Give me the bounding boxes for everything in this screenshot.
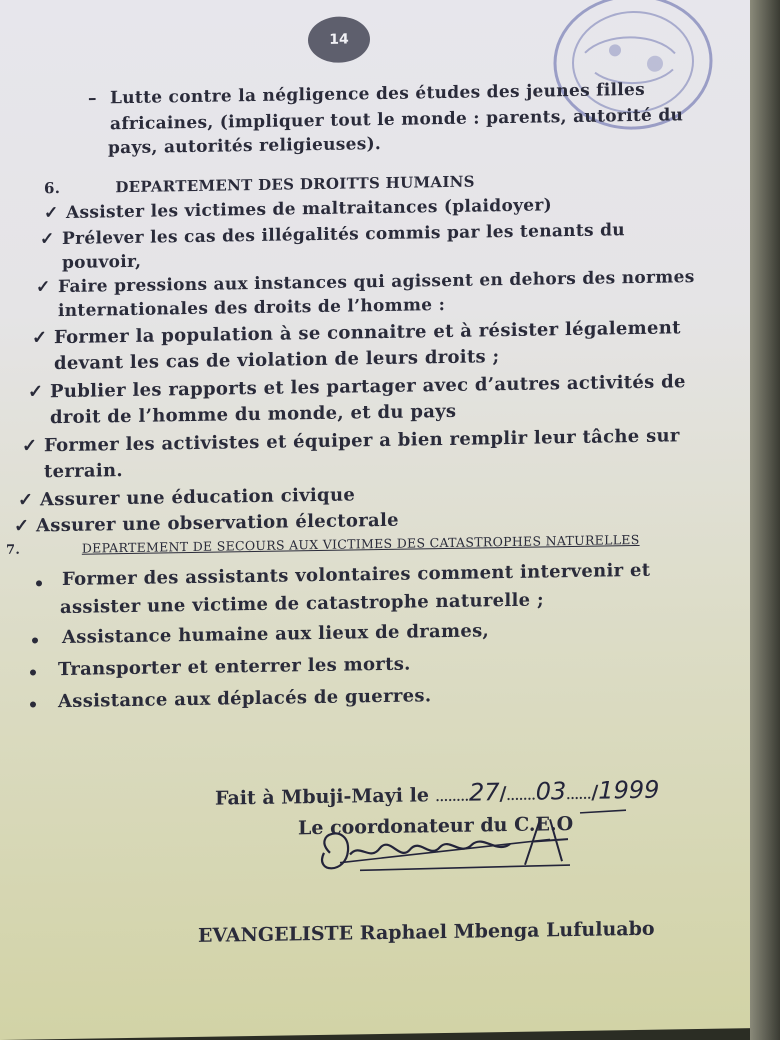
s7-item: Assistance aux déplacés de guerres.	[58, 685, 432, 713]
page-number: 14	[308, 16, 370, 63]
date-dots: .......	[506, 788, 536, 804]
s6-item	[22, 425, 680, 456]
check-icon: ✓	[28, 381, 44, 403]
s6-item-continued: droit de l’homme du monde, et du pays	[50, 400, 457, 429]
date-separator: /	[499, 783, 507, 806]
s6-item-continued: internationales des droits de l’homme :	[58, 295, 446, 322]
intro-line-3: pays, autorités religieuses).	[108, 134, 382, 159]
s7-item-continued: assister une victime de catastrophe naturelle ;	[60, 589, 544, 619]
page-edge-shadow	[750, 0, 780, 1040]
s6-item	[18, 484, 355, 510]
s6-text: Publier les rapports et les partager avec d’autres activités de	[50, 371, 686, 403]
date-dots: ........	[435, 789, 469, 805]
s6-text: Assister les victimes de maltraitances (plaidoyer)	[66, 195, 552, 223]
check-icon: ✓	[36, 277, 51, 298]
s7-item: Transporter et enterrer les morts.	[58, 653, 411, 681]
s6-item	[44, 195, 552, 223]
date-separator: /	[591, 781, 599, 804]
s6-item-continued: terrain.	[44, 460, 123, 483]
check-icon: ✓	[40, 229, 55, 250]
place-date	[215, 776, 659, 811]
section7-title: DEPARTEMENT DE SECOURS AUX VICTIMES DES CATASTROPHES NATURELLES	[81, 531, 640, 556]
date-day: 27	[468, 778, 500, 807]
date-year: 1999	[598, 775, 660, 805]
s6-text: Former la population à se connaitre et à résister légalement	[54, 317, 681, 349]
date-month: 03	[535, 777, 567, 806]
s6-item	[28, 371, 686, 402]
bullet-icon	[32, 637, 38, 643]
check-icon: ✓	[22, 435, 38, 457]
handwritten-signature	[300, 808, 640, 893]
intro-text-1: Lutte contre la négligence des études des jeunes filles	[110, 79, 646, 109]
signatory-name: EVANGELISTE Raphael Mbenga Lufuluabo	[198, 917, 655, 947]
s6-text: Former les activistes et équiper a bien remplir leur tâche sur	[44, 425, 680, 457]
signatory-role: Le coordonateur du C.E.O	[298, 812, 574, 840]
section6-heading	[44, 173, 475, 198]
bullet-icon	[30, 701, 36, 707]
s7-item: Former des assistants volontaires comment intervenir et	[62, 559, 651, 591]
s6-item-continued: devant les cas de violation de leurs droits ;	[54, 346, 500, 375]
date-dots: ......	[566, 787, 592, 803]
bullet-icon	[36, 580, 42, 586]
place-prefix: Fait à Mbuji-Mayi le	[215, 784, 436, 810]
check-icon: ✓	[32, 327, 48, 349]
s6-item	[32, 317, 681, 348]
check-icon: ✓	[14, 515, 30, 537]
s6-item	[14, 510, 399, 537]
section6-title: DEPARTEMENT DES DROITTS HUMAINS	[115, 172, 475, 197]
intro-line-2: africaines, (impliquer tout le monde : parents, autorité du	[110, 105, 684, 135]
check-icon: ✓	[18, 489, 34, 511]
s6-item-continued: pouvoir,	[62, 251, 142, 274]
s6-text: Faire pressions aux instances qui agissent en dehors des normes	[58, 267, 695, 298]
section7-number: 7.	[6, 542, 21, 558]
bullet-icon	[30, 669, 36, 675]
s7-item: Assistance humaine aux lieux de drames,	[62, 620, 490, 649]
s6-text: Assurer une éducation civique	[40, 484, 356, 511]
section6-number: 6.	[44, 179, 61, 198]
dash-marker: –	[88, 88, 97, 109]
s6-text: Prélever les cas des illégalités commis par les tenants du	[62, 220, 625, 250]
s6-text: Assurer une observation électorale	[36, 509, 399, 537]
check-icon: ✓	[44, 203, 59, 224]
section7-heading	[6, 532, 640, 558]
s6-item	[40, 220, 625, 249]
